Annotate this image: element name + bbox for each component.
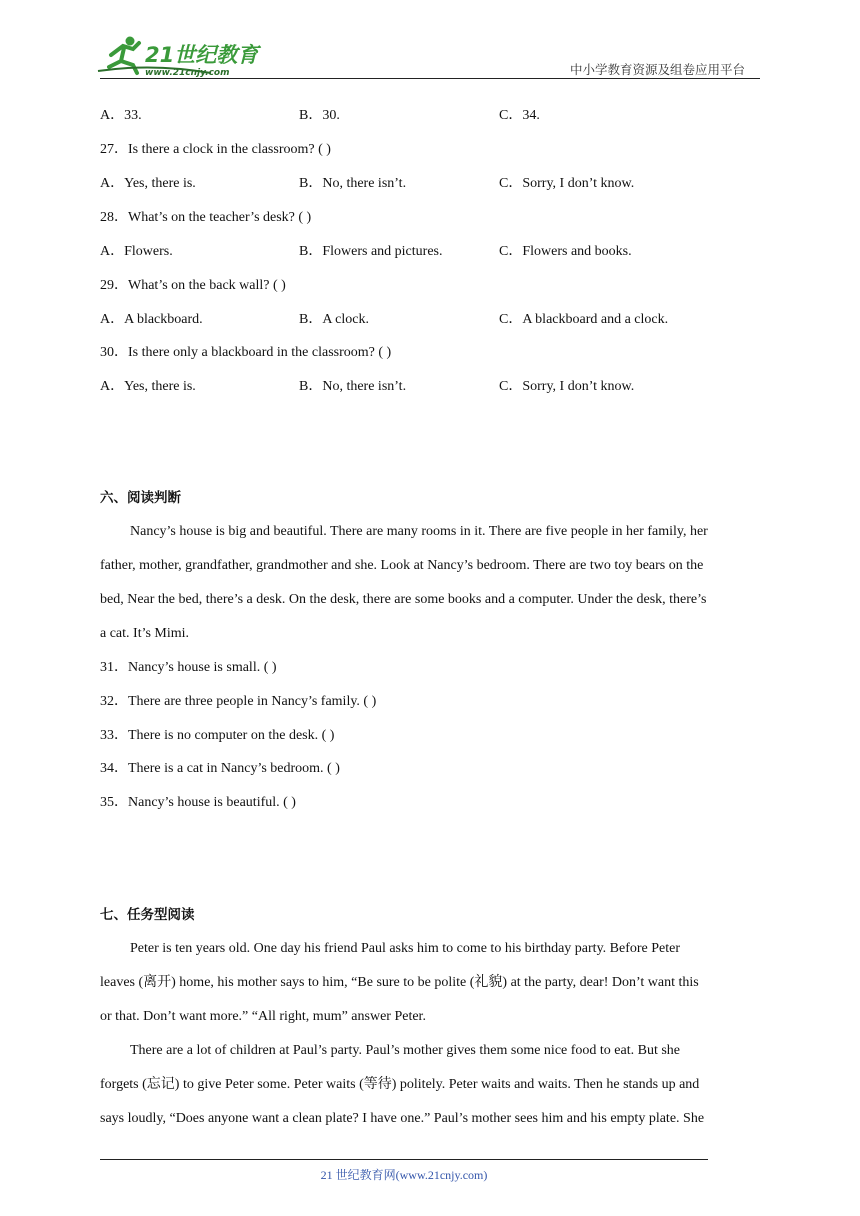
passage-line: bed, Near the bed, there’s a desk. On the desk, there are some books and a computer. Under the desk, there’s <box>100 592 707 607</box>
footer-site-link[interactable]: 21 世纪教育网(www.21cnjy.com) <box>320 1168 488 1182</box>
q29-option-c: C．A blackboard and a clock. <box>499 312 669 327</box>
question-32: 32．There are three people in Nancy’s family. ( ) <box>100 694 377 709</box>
q28-option-a: A．Flowers. <box>100 244 173 259</box>
q30-option-b: B．No, there isn’t. <box>299 379 407 394</box>
option-b: B．30. <box>299 108 340 123</box>
question-29: 29．What’s on the back wall? ( ) <box>100 278 286 293</box>
passage-line: leaves (离开) home, his mother says to him, “Be sure to be polite (礼貌) at the party, dear! Don’t want this <box>100 975 699 990</box>
q27-option-b: B．No, there isn’t. <box>299 176 407 191</box>
svg-text:www.21cnjy.com: www.21cnjy.com <box>145 68 230 78</box>
passage-line: Peter is ten years old. One day his friend Paul asks him to come to his birthday party. Before Peter <box>130 941 681 956</box>
question-35: 35．Nancy’s house is beautiful. ( ) <box>100 795 296 810</box>
passage-line: father, mother, grandfather, grandmother and she. Look at Nancy’s bedroom. There are two toy bears on the <box>100 558 704 573</box>
passage-line: There are a lot of children at Paul’s party. Paul’s mother gives them some nice food to eat. But she <box>130 1043 680 1058</box>
q30-option-a: A．Yes, there is. <box>100 379 196 394</box>
section-6-title: 六、阅读判断 <box>100 490 181 506</box>
svg-text:21世纪教育: 21世纪教育 <box>145 43 259 67</box>
passage-line: or that. Don’t want more.” “All right, mum” answer Peter. <box>100 1009 426 1024</box>
header-divider <box>100 78 760 79</box>
site-logo <box>93 33 268 79</box>
passage-line: says loudly, “Does anyone want a clean plate? I have one.” Paul’s mother sees him and his empty plate. She <box>100 1111 705 1126</box>
option-a: A．33. <box>100 108 142 123</box>
runner-logo-icon <box>93 33 268 79</box>
question-30: 30．Is there only a blackboard in the classroom? ( ) <box>100 345 392 360</box>
q27-option-c: C．Sorry, I don’t know. <box>499 176 635 191</box>
section-7-passage-1 <box>100 932 760 1034</box>
question-27: 27．Is there a clock in the classroom? ( ) <box>100 142 331 157</box>
q27-option-a: A．Yes, there is. <box>100 176 196 191</box>
footer-divider <box>100 1159 708 1160</box>
option-c: C．34. <box>499 108 540 123</box>
q29-option-a: A．A blackboard. <box>100 312 203 327</box>
q28-option-c: C．Flowers and books. <box>499 244 632 259</box>
question-28: 28．What’s on the teacher’s desk? ( ) <box>100 210 312 225</box>
passage-line: a cat. It’s Mimi. <box>100 626 190 641</box>
section-7-title: 七、任务型阅读 <box>100 907 195 923</box>
section-7-passage-2 <box>100 1034 760 1136</box>
q28-option-b: B．Flowers and pictures. <box>299 244 443 259</box>
question-31: 31．Nancy’s house is small. ( ) <box>100 660 277 675</box>
question-33: 33．There is no computer on the desk. ( ) <box>100 728 335 743</box>
question-34: 34．There is a cat in Nancy’s bedroom. ( ) <box>100 761 340 776</box>
section-6-passage <box>100 515 760 651</box>
q29-option-b: B．A clock. <box>299 312 369 327</box>
passage-line: Nancy’s house is big and beautiful. There are many rooms in it. There are five people in her family, her <box>130 524 708 539</box>
header-platform-text: 中小学教育资源及组卷应用平台 <box>570 63 746 77</box>
q30-option-c: C．Sorry, I don’t know. <box>499 379 635 394</box>
passage-line: forgets (忘记) to give Peter some. Peter waits (等待) politely. Peter waits and waits. Then he stands up and <box>100 1077 700 1092</box>
